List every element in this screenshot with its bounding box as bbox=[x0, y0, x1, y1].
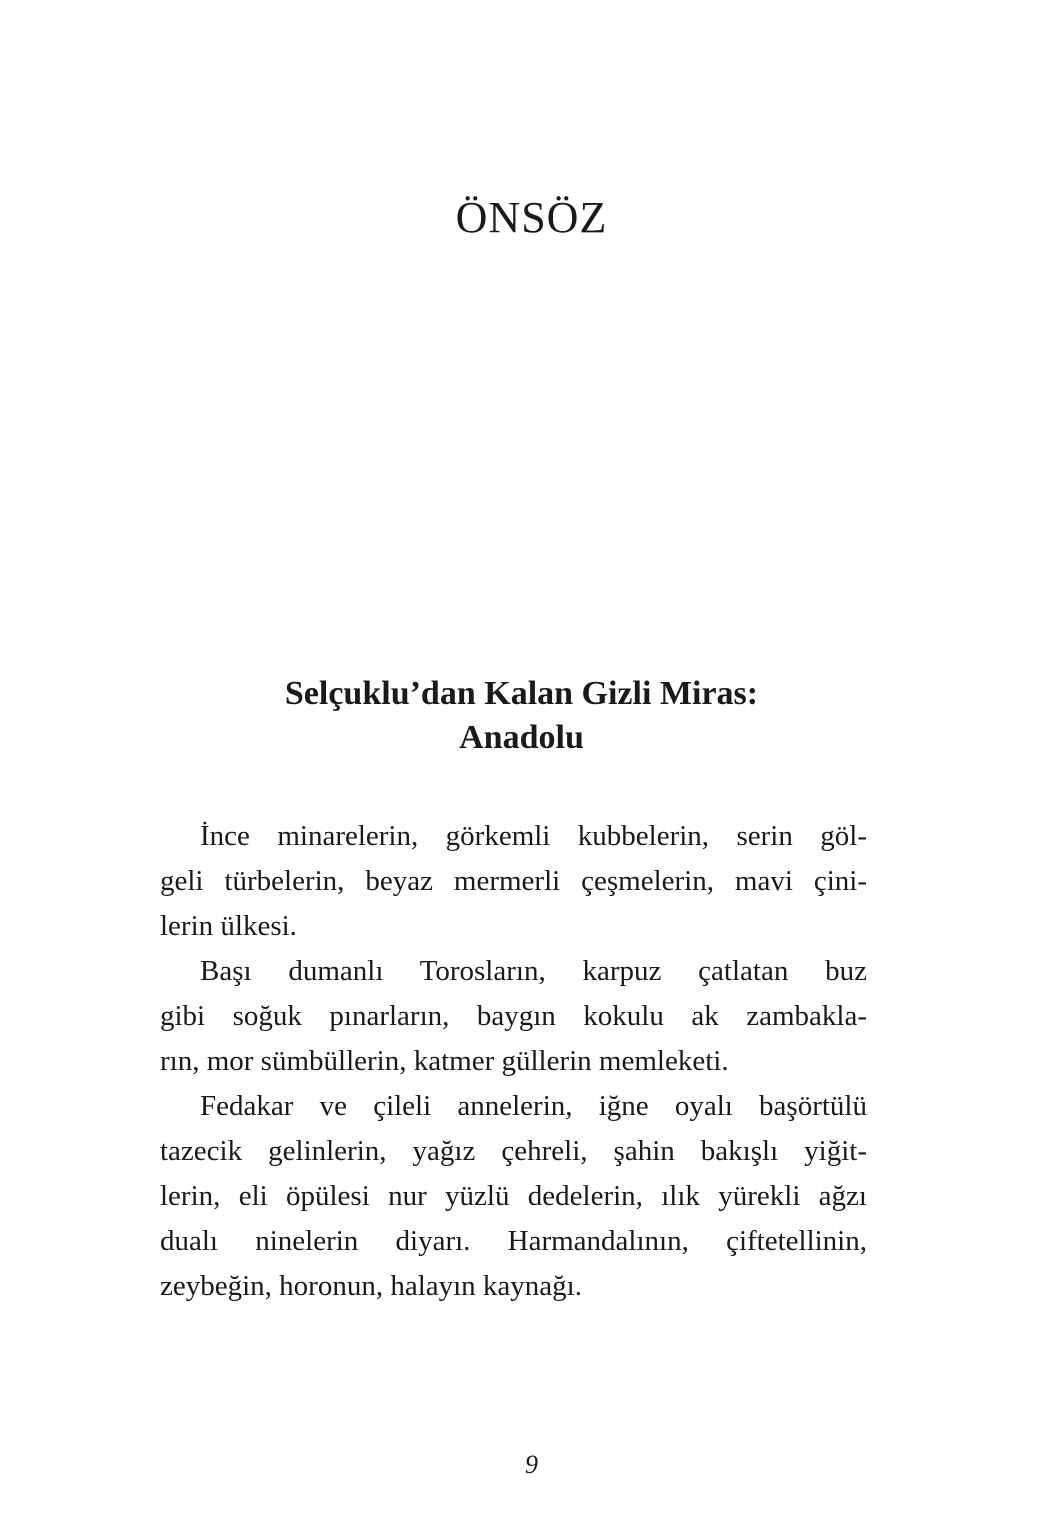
chapter-title: ÖNSÖZ bbox=[455, 193, 608, 242]
paragraph-line: İnce minarelerin, görkemli kubbelerin, serin göl- bbox=[200, 820, 867, 852]
paragraph-line: rın, mor sümbüllerin, katmer güllerin memleketi. bbox=[160, 1045, 729, 1077]
paragraph-line: dualı ninelerin diyarı. Harmandalının, çiftetellinin, bbox=[160, 1225, 867, 1257]
paragraph-line: Başı dumanlı Torosların, karpuz çatlatan buz bbox=[200, 955, 867, 987]
paragraph-line: gibi soğuk pınarların, baygın kokulu ak zambakla- bbox=[160, 1000, 867, 1032]
section-heading-line: Selçuklu’dan Kalan Gizli Miras: bbox=[284, 675, 759, 712]
section-heading bbox=[160, 672, 883, 760]
paragraph-line: lerin, eli öpülesi nur yüzlü dedelerin, ılık yürekli ağzı bbox=[160, 1180, 867, 1212]
paragraph-line: zeybeğin, horonun, halayın kaynağı. bbox=[160, 1270, 582, 1302]
paragraph-line: Fedakar ve çileli annelerin, iğne oyalı başörtülü bbox=[200, 1090, 867, 1122]
paragraph-line: geli türbelerin, beyaz mermerli çeşmelerin, mavi çini- bbox=[160, 865, 867, 897]
paragraph-line: tazecik gelinlerin, yağız çehreli, şahin bakışlı yiğit- bbox=[160, 1135, 867, 1167]
body-text bbox=[160, 814, 867, 1309]
section-heading-line: Anadolu bbox=[459, 719, 584, 756]
paragraph-line: lerin ülkesi. bbox=[160, 910, 297, 942]
page-number: 9 bbox=[525, 1450, 538, 1479]
